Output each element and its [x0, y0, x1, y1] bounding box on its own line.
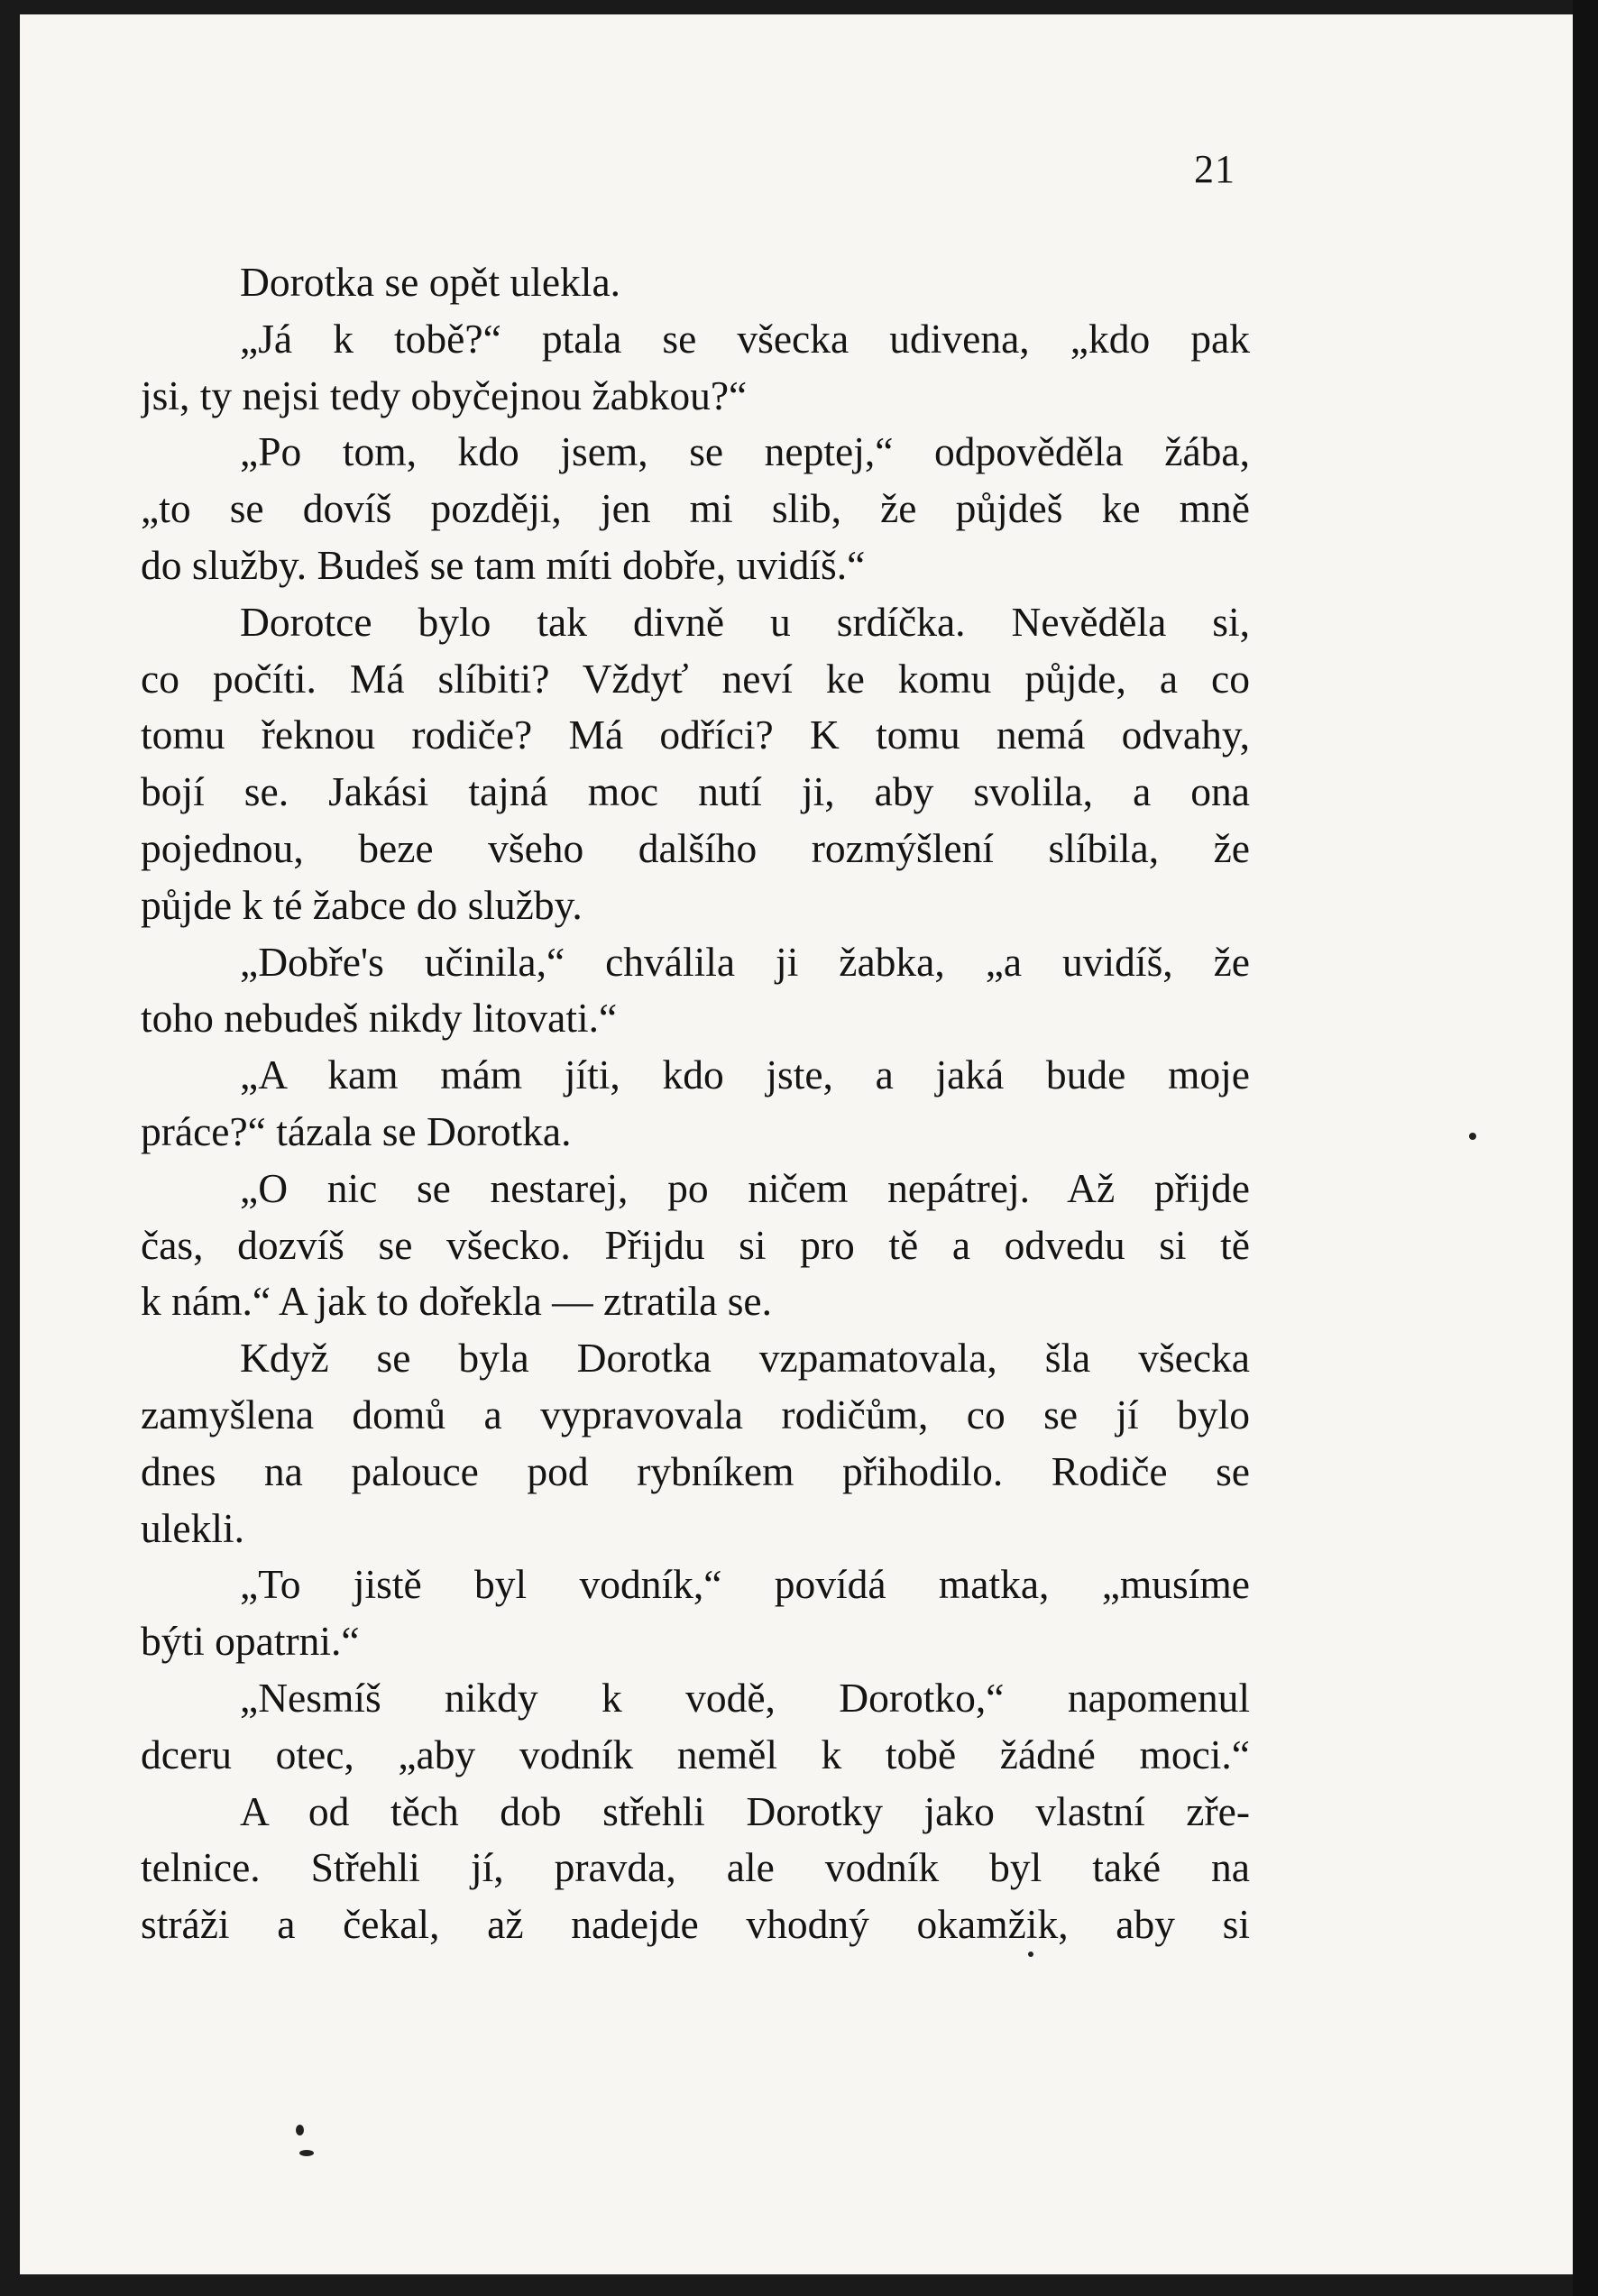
text-line: „O nic se nestarej, po ničem nepátrej. Až přijde [240, 1164, 1250, 1211]
text-line: toho nebudeš nikdy litovati.“ [141, 995, 618, 1042]
scan-edge [1573, 0, 1598, 2296]
text-line: zamyšlena domů a vypravovala rodičům, co se jí bylo [141, 1391, 1250, 1437]
text-line: „to se dovíš později, jen mi slib, že půjdeš ke mně [141, 485, 1250, 532]
text-line: „Nesmíš nikdy k vodě, Dorotko,“ napomenul [240, 1674, 1250, 1721]
text-line: Dorotka se opět ulekla. [240, 259, 621, 305]
ink-speck [1469, 1133, 1476, 1140]
text-line: býti opatrni.“ [141, 1618, 360, 1665]
page-number: 21 [1194, 147, 1235, 191]
body-text [141, 254, 1250, 1953]
text-line: pojednou, beze všeho dalšího rozmýšlení slíbila, že [141, 824, 1250, 871]
text-line: tomu řeknou rodiče? Má odříci? K tomu nemá odvahy, [141, 712, 1250, 758]
text-line: telnice. Střehli jí, pravda, ale vodník byl také na [141, 1844, 1250, 1891]
text-line: „Po tom, kdo jsem, se neptej,“ odpověděla žába, [240, 428, 1250, 475]
text-line: co počíti. Má slíbiti? Vždyť neví ke komu půjde, a co [141, 655, 1250, 702]
ink-speck [296, 2125, 304, 2135]
book-page [20, 14, 1573, 2274]
text-line: dnes na palouce pod rybníkem přihodilo. Rodiče se [141, 1447, 1250, 1494]
text-line: dceru otec, „aby vodník neměl k tobě žádné moci.“ [141, 1731, 1250, 1777]
text-line: do služby. Budeš se tam míti dobře, uvidíš.“ [141, 541, 866, 588]
text-line: Dorotce bylo tak divně u srdíčka. Nevěděla si, [240, 598, 1250, 645]
text-line: čas, dozvíš se všecko. Přijdu si pro tě a odvedu si tě [141, 1221, 1250, 1268]
text-line: bojí se. Jakási tajná moc nutí ji, aby svolila, a ona [141, 768, 1250, 815]
text-line: jsi, ty nejsi tedy obyčejnou žabkou?“ [141, 372, 748, 418]
text-line: ulekli. [141, 1504, 244, 1551]
ink-speck [1028, 1952, 1033, 1957]
text-line: stráži a čekal, až nadejde vhodný okamžik, aby si [141, 1901, 1250, 1948]
text-line: A od těch dob střehli Dorotky jako vlastní zře- [240, 1787, 1250, 1834]
text-line: práce?“ tázala se Dorotka. [141, 1107, 572, 1154]
text-line: „Já k tobě?“ ptala se všecka udivena, „kdo pak [240, 315, 1250, 362]
text-line: Když se byla Dorotka vzpamatovala, šla všecka [240, 1335, 1250, 1382]
text-line: půjde k té žabce do služby. [141, 881, 583, 928]
text-line: „To jistě byl vodník,“ povídá matka, „musíme [240, 1561, 1250, 1608]
text-line: „Dobře's učinila,“ chválila ji žabka, „a uvidíš, že [240, 938, 1250, 985]
text-line: k nám.“ A jak to dořekla — ztratila se. [141, 1278, 772, 1325]
ink-speck [299, 2150, 314, 2156]
text-line: „A kam mám jíti, kdo jste, a jaká bude moje [240, 1052, 1250, 1098]
